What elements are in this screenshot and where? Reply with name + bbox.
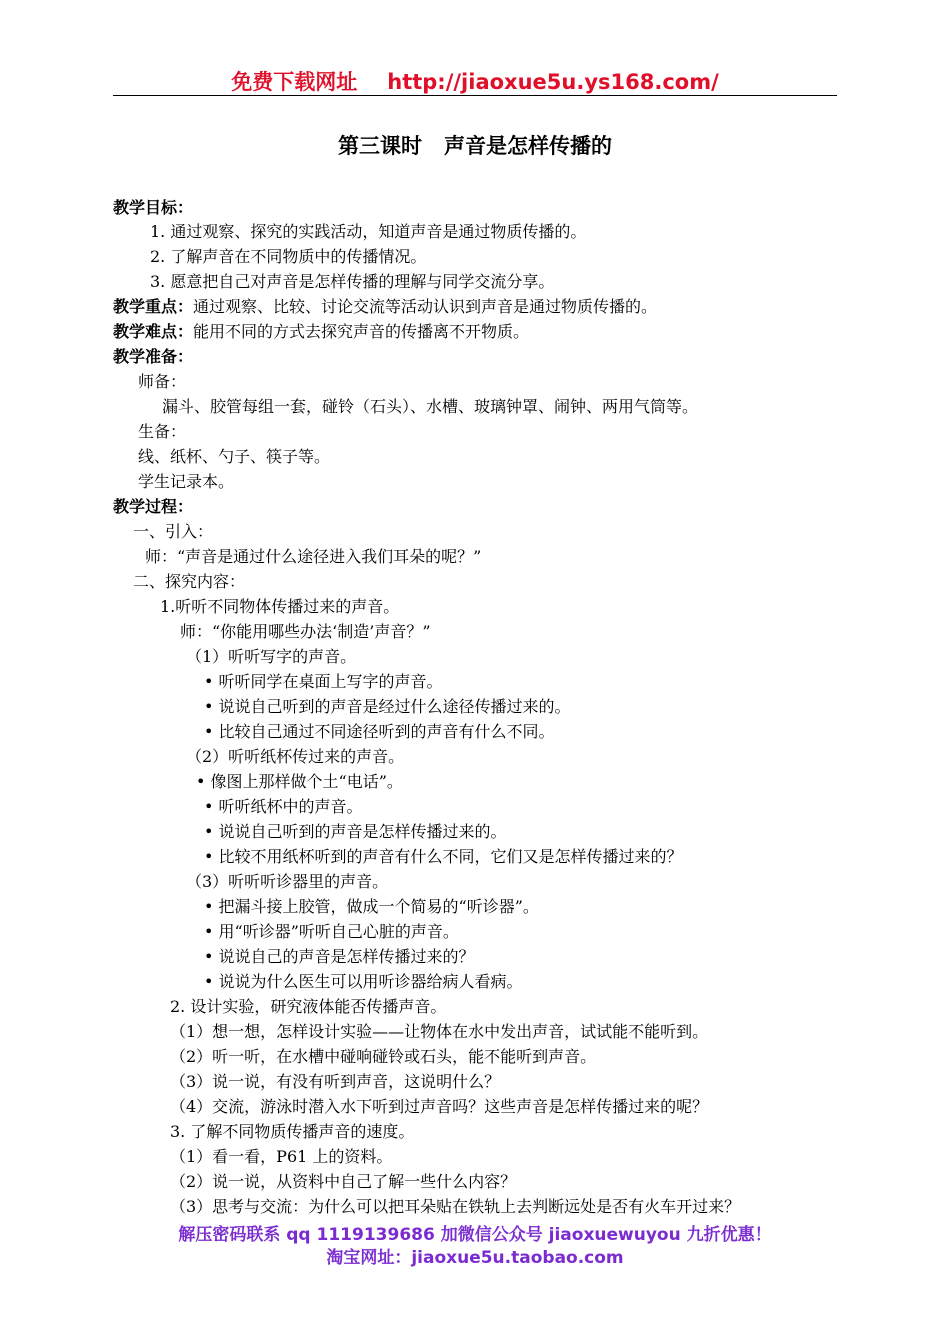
- list-item: • 说说自己听到的声音是经过什么途径传播过来的。: [204, 697, 571, 716]
- objective-item: 1. 通过观察、探究的实践活动，知道声音是通过物质传播的。: [150, 222, 587, 241]
- difficulty: [113, 320, 529, 344]
- page-title: [0, 130, 950, 160]
- objectives-label: 教学目标：: [113, 198, 194, 217]
- list-item: （1）看一看，P61 上的资料。: [170, 1147, 393, 1166]
- section-3-title: 3. 了解不同物质传播声音的速度。: [170, 1122, 415, 1141]
- part-1-title: （1）听听写字的声音。: [186, 647, 357, 666]
- objective-item: 3. 愿意把自己对声音是怎样传播的理解与同学交流分享。: [150, 272, 555, 291]
- difficulty-text: 能用不同的方式去探究声音的传播离不开物质。: [193, 322, 530, 341]
- list-item: • 说说自己听到的声音是怎样传播过来的。: [204, 822, 507, 841]
- objective-item: 2. 了解声音在不同物质中的传播情况。: [150, 247, 427, 266]
- list-item: • 听听纸杯中的声音。: [204, 797, 363, 816]
- difficulty-label: 教学难点：: [113, 322, 194, 341]
- list-item: （2）说一说，从资料中自己了解一些什么内容？: [170, 1172, 517, 1191]
- section-1-title: 1.听听不同物体传播过来的声音。: [160, 597, 400, 616]
- title-topic: 声音是怎样传播的: [444, 134, 612, 158]
- list-item: （4）交流，游泳时潜入水下听到过声音吗？这些声音是怎样传播过来的呢？: [170, 1097, 709, 1116]
- list-item: （2）听一听，在水槽中碰响碰铃或石头，能不能听到声音。: [170, 1047, 597, 1066]
- list-item: • 像图上那样做个土“电话”。: [196, 772, 403, 791]
- section-2-title: 2. 设计实验，研究液体能否传播声音。: [170, 997, 447, 1016]
- list-item: • 听听同学在桌面上写字的声音。: [204, 672, 443, 691]
- list-item: （3）思考与交流：为什么可以把耳朵贴在铁轨上去判断远处是否有火车开过来？: [170, 1197, 741, 1216]
- list-item: （3）说一说，有没有听到声音，这说明什么？: [170, 1072, 501, 1091]
- part-2-title: （2）听听纸杯传过来的声音。: [186, 747, 405, 766]
- title-lesson: 第三课时: [338, 134, 422, 158]
- list-item: （1）想一想，怎样设计实验——让物体在水中发出声音，试试能不能听到。: [170, 1022, 709, 1041]
- footer-contact: 解压密码联系 qq 1119139686 加微信公众号 jiaoxuewuyou 九折优惠！: [178, 1225, 772, 1245]
- section-1-question: 师：“你能用哪些办法‘制造’声音？”: [180, 622, 431, 641]
- process-label: 教学过程：: [113, 497, 194, 516]
- key-point-label: 教学重点：: [113, 297, 194, 316]
- record-book: 学生记录本。: [138, 472, 235, 491]
- header-url-link[interactable]: http://jiaoxue5u.ys168.com/: [387, 70, 719, 94]
- key-point: [113, 295, 657, 319]
- student-prep-items: 线、纸杯、勺子、筷子等。: [138, 447, 331, 466]
- footer-taobao-link[interactable]: 淘宝网址：jiaoxue5u.taobao.com: [326, 1248, 624, 1268]
- download-header: [0, 66, 950, 96]
- preparation-label: 教学准备：: [113, 347, 194, 366]
- key-point-text: 通过观察、比较、讨论交流等活动认识到声音是通过物质传播的。: [193, 297, 658, 316]
- explore-label: 二、探究内容：: [133, 572, 246, 591]
- student-prep-label: 生备：: [138, 422, 187, 441]
- list-item: • 说说为什么医生可以用听诊器给病人看病。: [204, 972, 523, 991]
- list-item: • 把漏斗接上胶管，做成一个简易的“听诊器”。: [204, 897, 539, 916]
- list-item: • 用“听诊器”听听自己心脏的声音。: [204, 922, 459, 941]
- header-divider: [113, 95, 837, 96]
- part-3-title: （3）听听听诊器里的声音。: [186, 872, 389, 891]
- teacher-prep-items: 漏斗、胶管每组一套，碰铃（石头）、水槽、玻璃钟罩、闹钟、两用气筒等。: [162, 397, 699, 416]
- list-item: • 比较自己通过不同途径听到的声音有什么不同。: [204, 722, 555, 741]
- list-item: • 说说自己的声音是怎样传播过来的？: [204, 947, 475, 966]
- list-item: • 比较不用纸杯听到的声音有什么不同，它们又是怎样传播过来的？: [204, 847, 683, 866]
- header-label: 免费下载网址: [231, 70, 358, 94]
- intro-text: 师：“声音是通过什么途径进入我们耳朵的呢？”: [145, 547, 482, 566]
- teacher-prep-label: 师备：: [138, 372, 187, 391]
- intro-label: 一、引入：: [133, 522, 214, 541]
